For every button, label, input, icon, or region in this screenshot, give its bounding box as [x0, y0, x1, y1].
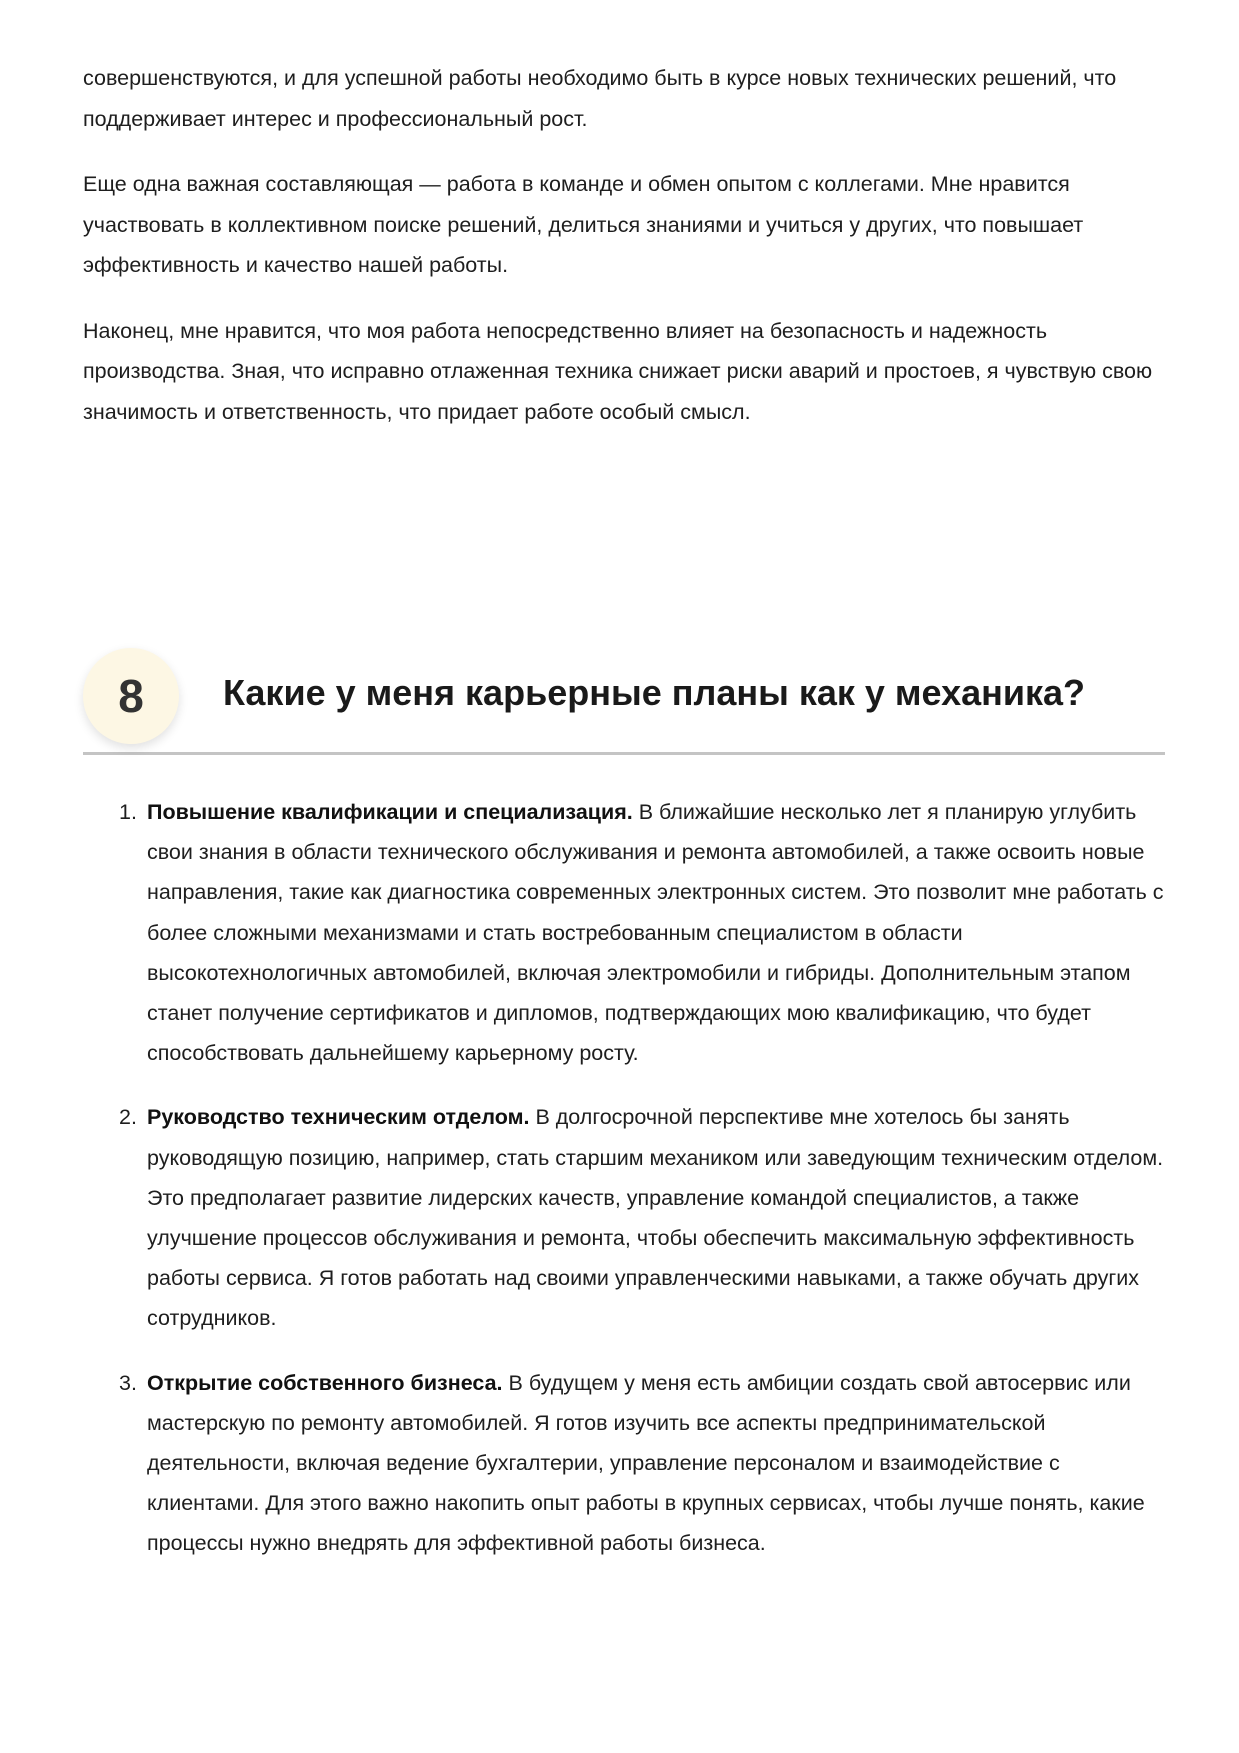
- item-text: В долгосрочной перспективе мне хотелось бы занять руководящую позицию, например, стать старшим механиком или заведующим техническим отделом. Это предполагает развитие лидерских качеств, управление командой специалистов, а также улучшение процессов обслуживания и ремонта, чтобы обеспечить максимальную эффективность работы сервиса. Я готов работать над своими управленческими навыками, а также обучать других сотрудников.: [147, 1105, 1164, 1331]
- item-heading: Руководство техническим отделом.: [147, 1105, 530, 1130]
- list-item: [83, 792, 1165, 1073]
- item-heading: Повышение квалификации и специализация.: [147, 800, 633, 824]
- item-text: В будущем у меня есть амбиции создать свой автосервис или мастерскую по ремонту автомобилей. Я готов изучить все аспекты предпринимательской деятельности, включая ведение бухгалтерии, управление персоналом и взаимодействие с клиентами. Для этого важно накопить опыт работы в крупных сервисах, чтобы лучше понять, какие процессы нужно внедрять для эффективной работы бизнеса.: [147, 1370, 1145, 1556]
- section-header: [83, 648, 1165, 755]
- item-heading: Открытие собственного бизнеса.: [147, 1370, 503, 1395]
- section-number-badge: 8: [83, 648, 179, 744]
- section-8: [83, 648, 1165, 1556]
- paragraph: Наконец, мне нравится, что моя работа непосредственно влияет на безопасность и надежность производства. Зная, что исправно отлаженная техника снижает риски аварий и простоев, я чувствую свою значимость и ответственность, что придает работе особый смысл.: [83, 318, 1153, 424]
- item-number: 3.: [119, 1370, 137, 1395]
- intro-text: [83, 58, 1165, 457]
- paragraph: Еще одна важная составляющая — работа в команде и обмен опытом с коллегами. Мне нравится участвовать в коллективном поиске решений, делиться знаниями и учиться у других, что повышает эффективность и качество нашей работы.: [83, 172, 1084, 277]
- item-number: 1.: [119, 800, 137, 824]
- paragraph: совершенствуются, и для успешной работы необходимо быть в курсе новых технических решений, что поддерживает интерес и профессиональный рост.: [83, 66, 1117, 131]
- item-number: 2.: [119, 1105, 137, 1130]
- career-plans-list: [83, 792, 1165, 1588]
- list-item: [83, 1097, 1165, 1338]
- item-text: В ближайшие несколько лет я планирую углубить свои знания в области технического обслуживания и ремонта автомобилей, а также освоить новые направления, такие как диагностика современных электронных систем. Это позволит мне работать с более сложными механизмами и стать востребованным специалистом в области высокотехнологичных автомобилей, включая электромобили и гибриды. Дополнительным этапом станет получение сертификатов и дипломов, подтверждающих мою квалификацию, что будет способствовать дальнейшему карьерному росту.: [147, 800, 1164, 1066]
- list-item: [83, 1363, 1165, 1564]
- section-title: Какие у меня карьерные планы как у механика?: [223, 672, 1086, 713]
